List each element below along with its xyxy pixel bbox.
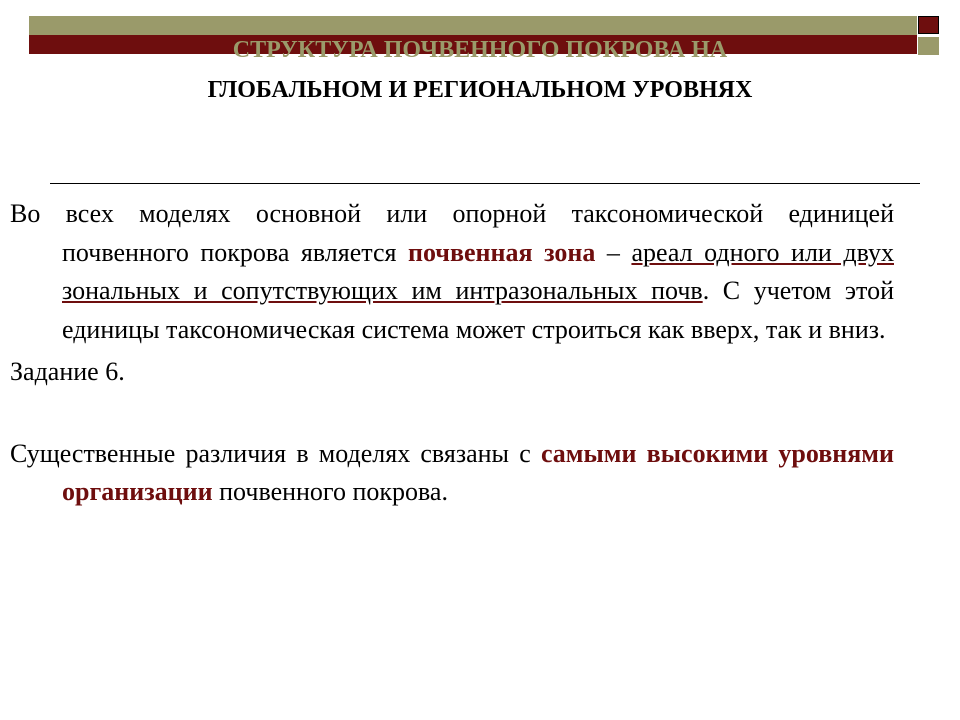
corner-square-olive <box>918 37 939 55</box>
slide-title <box>40 30 920 110</box>
paragraph1-dash: – <box>595 237 632 267</box>
slide-title-line1: СТРУКТУРА ПОЧВЕННОГО ПОКРОВА НА <box>232 37 728 63</box>
paragraph3-text1: Существенные различия в моделях связаны с <box>10 438 541 468</box>
soil-zone-definition: ареал одного или двух зональных и сопутствующих им интразональных почв <box>62 237 894 305</box>
paragraph-model-differences <box>10 435 894 512</box>
term-soil-zone: почвенная зона <box>407 237 596 267</box>
paragraph1-text2: . С учетом этой единицы таксономическая система может строиться как вверх, так и вниз. <box>62 276 894 344</box>
term-highest-levels: самыми высокими уровнями организации <box>62 438 894 506</box>
task-label: Задание 6. <box>10 357 125 386</box>
paragraph3-text2: почвенного покрова. <box>212 477 448 506</box>
paragraph1-text1: Во всех моделях основной или опорной таксономической единицей почвенного покрова является <box>10 199 894 267</box>
slide-title-line2: ГЛОБАЛЬНОМ И РЕГИОНАЛЬНОМ УРОВНЯХ <box>207 77 753 103</box>
slide-body <box>10 195 894 512</box>
corner-square-red <box>918 16 939 34</box>
title-divider <box>50 183 920 184</box>
paragraph-taxonomic-unit <box>10 195 894 349</box>
